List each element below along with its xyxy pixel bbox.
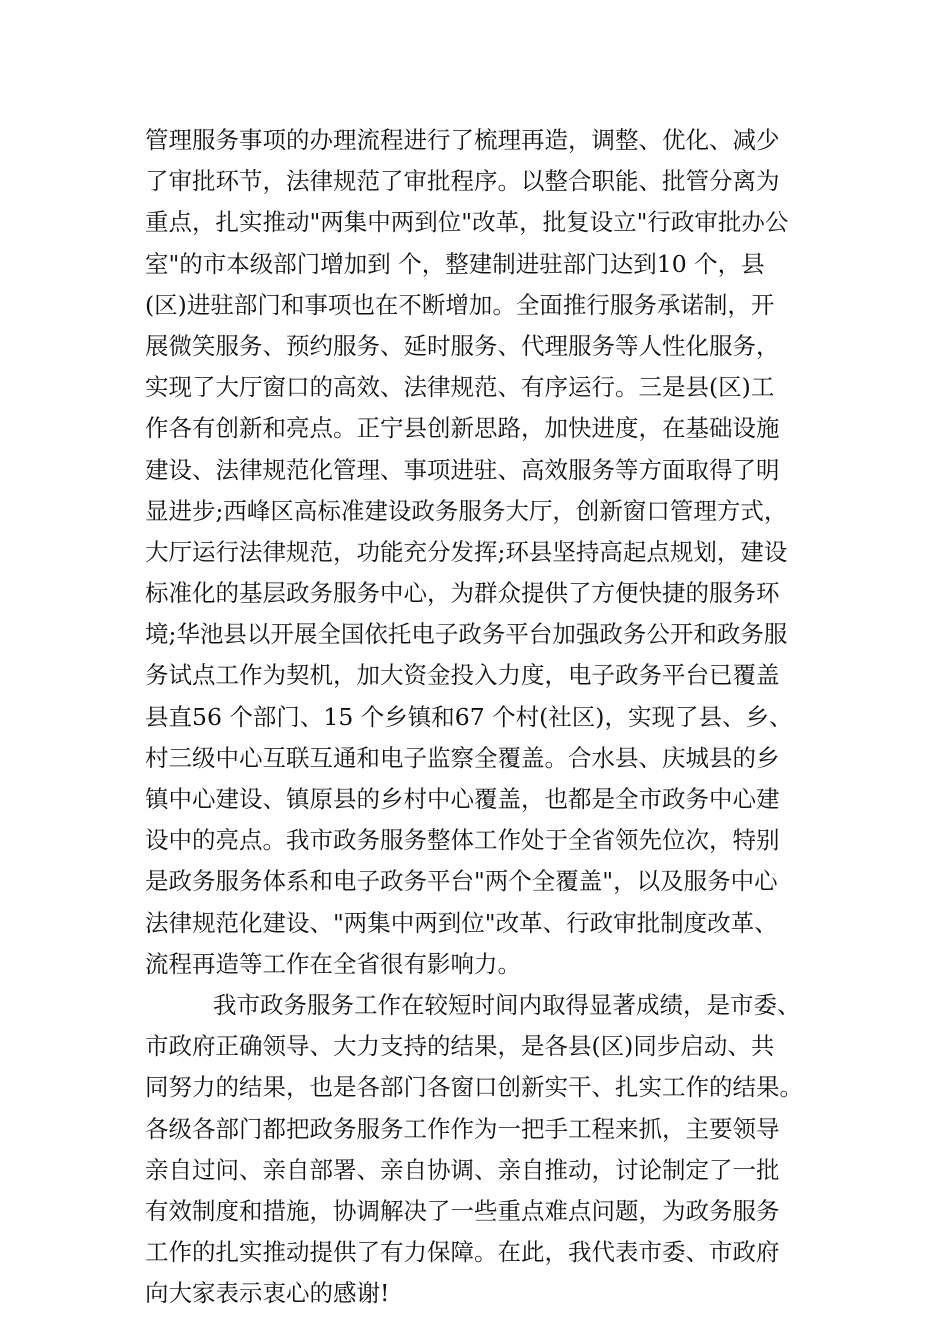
text-line: 市政府正确领导、大力支持的结果，是各县(区)同步启动、共 <box>145 1032 775 1061</box>
text-line: 镇中心建设、镇原县的乡村中心覆盖，也都是全市政务中心建 <box>145 785 780 813</box>
text-line: 村三级中心互联互通和电子监察全覆盖。合水县、庆城县的乡 <box>145 743 780 772</box>
text-line: 设中的亮点。我市政务服务整体工作处于全省领先位次，特别 <box>145 826 780 855</box>
text-line: 流程再造等工作在全省很有影响力。 <box>145 949 521 978</box>
text-line: 大厅运行法律规范，功能充分发挥;环县坚持高起点规划，建设 <box>145 537 788 566</box>
text-line: 重点，扎实推动"两集中两到位"改革，批复设立"行政审批办公 <box>145 208 789 237</box>
text-line: 有效制度和措施，协调解决了一些重点难点问题，为政务服务 <box>145 1196 780 1225</box>
paragraph <box>145 985 815 1315</box>
text-line: 我市政务服务工作在较短时间内取得显著成绩，是市委、 <box>213 990 801 1019</box>
text-line: 标准化的基层政务服务中心，为群众提供了方便快捷的服务环 <box>145 579 780 608</box>
text-line: 展微笑服务、预约服务、延时服务、代理服务等人性化服务， <box>145 331 780 360</box>
text-line: 各级各部门都把政务服务工作作为一把手工程来抓，主要领导 <box>145 1114 780 1143</box>
text-line: 建设、法律规范化管理、事项进驻、高效服务等方面取得了明 <box>145 455 780 484</box>
paragraph <box>145 120 815 985</box>
text-line: 是政务服务体系和电子政务平台"两个全覆盖"，以及服务中心 <box>145 867 778 896</box>
text-line: 同努力的结果，也是各部门各窗口创新实干、扎实工作的结果。 <box>145 1073 803 1102</box>
text-line: 实现了大厅窗口的高效、法律规范、有序运行。三是县(区)工 <box>145 373 775 402</box>
text-line: 亲自过问、亲自部署、亲自协调、亲自推动，讨论制定了一批 <box>145 1155 780 1184</box>
text-line: 境;华池县以开展全国依托电子政务平台加强政务公开和政务服 <box>145 620 788 649</box>
text-line: 管理服务事项的办理流程进行了梳理再造，调整、优化、减少 <box>145 126 780 154</box>
text-line: 工作的扎实推动提供了有力保障。在此，我代表市委、市政府 <box>145 1238 780 1267</box>
text-line: 务试点工作为契机，加大资金投入力度，电子政务平台已覆盖 <box>145 661 780 690</box>
text-line: 法律规范化建设、"两集中两到位"改革、行政审批制度改革、 <box>145 908 778 937</box>
text-line: (区)进驻部门和事项也在不断增加。全面推行服务承诺制，开 <box>145 290 775 319</box>
text-line: 了审批环节，法律规范了审批程序。以整合职能、批管分离为 <box>145 167 780 196</box>
text-line: 作各有创新和亮点。正宁县创新思路，加快进度，在基础设施 <box>145 414 780 443</box>
text-line: 向大家表示衷心的感谢! <box>145 1279 390 1308</box>
text-line: 显进步;西峰区高标准建设政务服务大厅，创新窗口管理方式， <box>145 496 788 525</box>
text-line: 室"的市本级部门增加到 个，整建制进驻部门达到10 个，县 <box>145 249 765 278</box>
body-text <box>145 120 815 1314</box>
text-line: 县直56 个部门、15 个乡镇和67 个村(社区)，实现了县、乡、 <box>145 702 793 731</box>
